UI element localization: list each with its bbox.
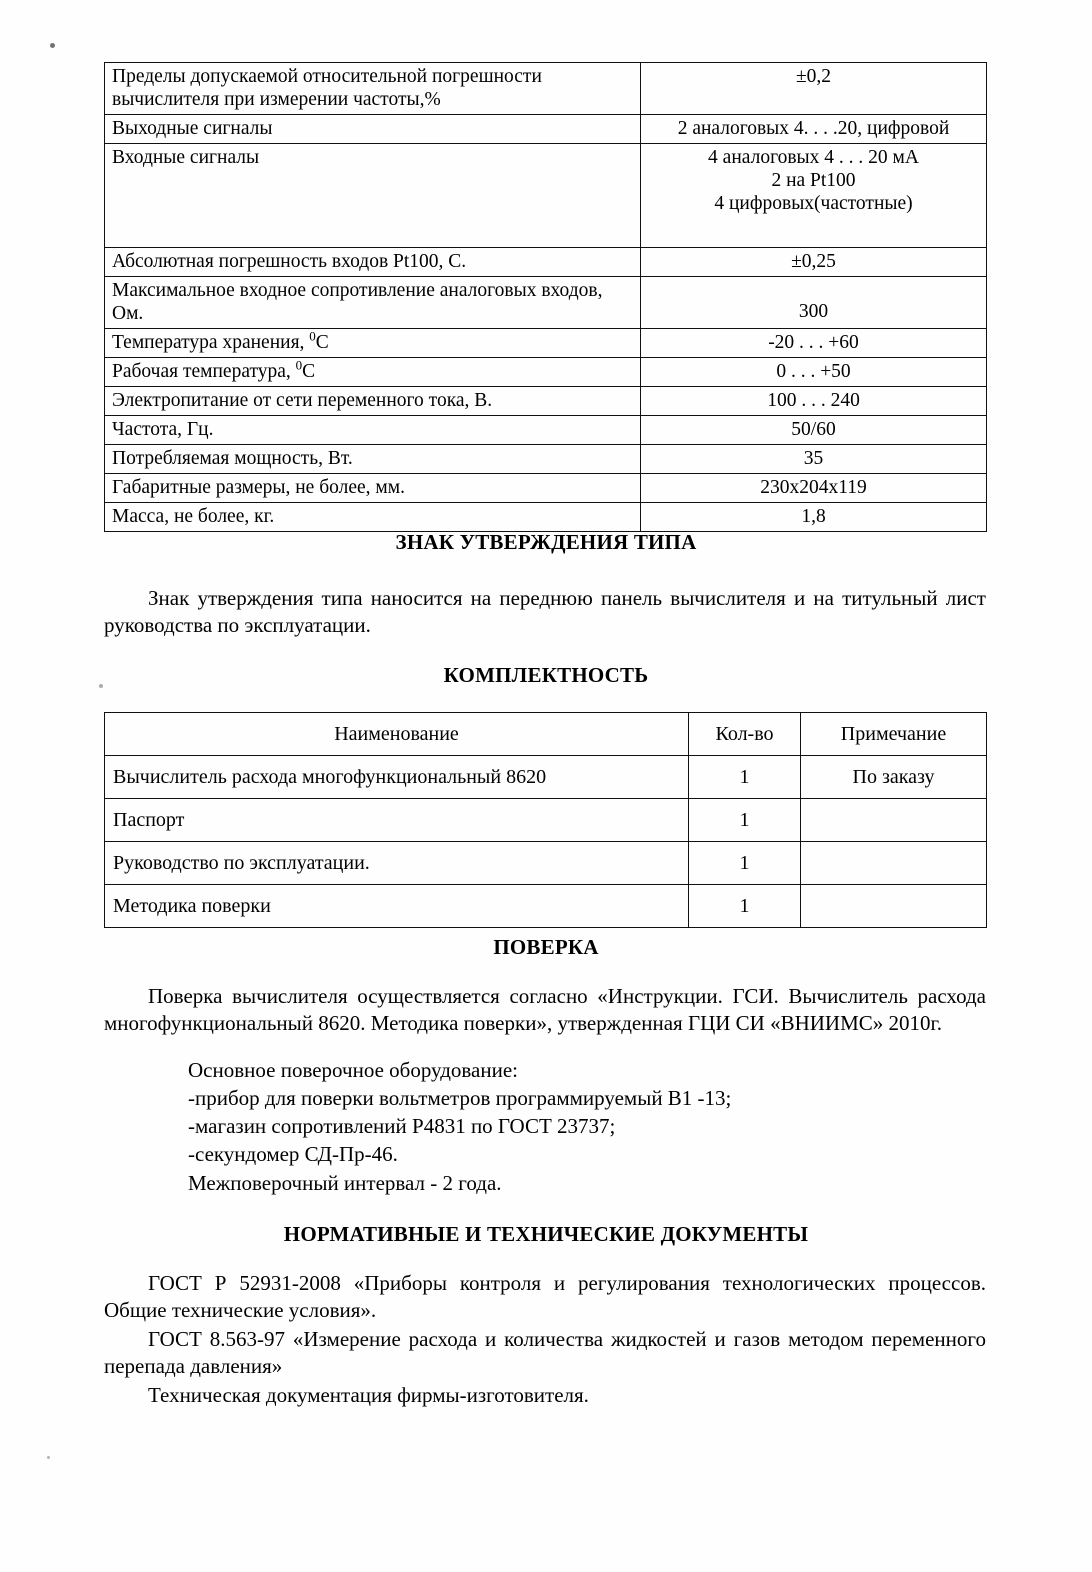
paragraph-text: Поверка вычислителя осуществляется согласно «Инструкции. ГСИ. Вычислитель расхода многофункциональный 8620. Методика поверки», утвержденная ГЦИ СИ «ВНИИМС» 2010г. (104, 984, 986, 1036)
kit-item-note (801, 842, 987, 885)
kit-item-name: Методика поверки (105, 885, 689, 928)
completeness-table (104, 712, 987, 928)
table-row (105, 248, 987, 277)
spec-value-cell: -20 . . . +60 (641, 329, 987, 358)
spec-name-cell (105, 329, 641, 358)
spec-value-cell: ±0,25 (641, 248, 987, 277)
paragraph-document-3 (104, 1382, 986, 1409)
kit-item-name: Руководство по эксплуатации. (105, 842, 689, 885)
kit-item-note (801, 799, 987, 842)
heading-normative-documents: НОРМАТИВНЫЕ И ТЕХНИЧЕСКИЕ ДОКУМЕНТЫ (283, 1222, 809, 1246)
kit-item-note: По заказу (801, 756, 987, 799)
kit-item-qty: 1 (689, 799, 801, 842)
scan-artifact-bottom-left (47, 1456, 50, 1459)
paragraph-document-2 (104, 1326, 986, 1381)
spec-value-cell: ±0,2 (641, 63, 987, 115)
kit-item-qty: 1 (689, 756, 801, 799)
spec-name-cell: Абсолютная погрешность входов Pt100, С. (105, 248, 641, 277)
spec-name-cell: Пределы допускаемой относительной погрешности вычислителя при измерении частоты,% (105, 63, 641, 115)
kit-item-name: Паспорт (105, 799, 689, 842)
spec-name-cell: Частота, Гц. (105, 416, 641, 445)
heading-verification: ПОВЕРКА (493, 935, 599, 959)
spec-name-unit: С (302, 361, 316, 382)
paragraph-text: ГОСТ 8.563-97 «Измерение расхода и количества жидкостей и газов методом переменного перепада давления» (104, 1327, 986, 1379)
spec-value-cell (641, 144, 987, 248)
technical-specifications-table (104, 62, 987, 532)
paragraph-text: Знак утверждения типа наносится на переднюю панель вычислителя и на титульный лист руководства по эксплуатации. (104, 586, 986, 638)
equipment-intro: Основное поверочное оборудование: (188, 1058, 519, 1082)
kit-item-name: Вычислитель расхода многофункциональный 8620 (105, 756, 689, 799)
spec-value-cell: 300 (641, 277, 987, 329)
equipment-item: -секундомер СД-Пр-46. (188, 1142, 398, 1167)
degree-superscript: 0 (309, 328, 316, 344)
verification-equipment-list (188, 1056, 731, 1197)
column-header-qty: Кол-во (689, 713, 801, 756)
table-row (105, 799, 987, 842)
paragraph-text: Техническая документация фирмы-изготовителя. (148, 1383, 589, 1407)
kit-item-note (801, 885, 987, 928)
column-header-note: Примечание (801, 713, 987, 756)
equipment-item: -прибор для поверки вольтметров программируемый В1 -13; (188, 1086, 732, 1111)
table-row (105, 63, 987, 115)
table-row (105, 416, 987, 445)
spec-name-cell: Входные сигналы (105, 144, 641, 248)
heading-type-mark: ЗНАК УТВЕРЖДЕНИЯ ТИПА (395, 530, 697, 554)
spec-value-cell: 50/60 (641, 416, 987, 445)
table-row (105, 358, 987, 387)
heading-completeness: КОМПЛЕКТНОСТЬ (443, 663, 649, 687)
degree-superscript: 0 (295, 357, 303, 373)
spec-name-cell: Выходные сигналы (105, 115, 641, 144)
paragraph-verification (104, 983, 986, 1038)
table-header-row (105, 713, 987, 756)
spec-name-cell: Потребляемая мощность, Вт. (105, 445, 641, 474)
spec-name-cell: Габаритные размеры, не более, мм. (105, 474, 641, 503)
spec-name-cell: Электропитание от сети переменного тока, В. (105, 387, 641, 416)
spec-value-cell: 35 (641, 445, 987, 474)
kit-item-qty: 1 (689, 885, 801, 928)
equipment-item: -магазин сопротивлений Р4831 по ГОСТ 23737; (188, 1114, 616, 1139)
spec-value-cell: 0 . . . +50 (641, 358, 987, 387)
paragraph-type-mark (104, 585, 986, 640)
scan-artifact-top-left (50, 43, 55, 48)
kit-item-qty: 1 (689, 842, 801, 885)
spec-value-line: 2 на Pt100 (771, 170, 856, 191)
spec-value-cell: 230x204x119 (641, 474, 987, 503)
table-row (105, 115, 987, 144)
table-row (105, 503, 987, 532)
paragraph-text: ГОСТ Р 52931-2008 «Приборы контроля и регулирования технологических процессов. Общие технические условия». (104, 1271, 986, 1323)
spec-name-text: Рабочая температура, (112, 361, 296, 382)
spec-name-cell: Масса, не более, кг. (105, 503, 641, 532)
table-row (105, 885, 987, 928)
column-header-name: Наименование (105, 713, 689, 756)
table-row (105, 445, 987, 474)
spec-name-unit: С (315, 332, 329, 353)
table-row (105, 329, 987, 358)
spec-value-cell: 1,8 (641, 503, 987, 532)
table-row (105, 842, 987, 885)
spec-name-cell (105, 358, 641, 387)
spec-name-cell: Максимальное входное сопротивление аналоговых входов, Ом. (105, 277, 641, 329)
spec-value-cell: 2 аналоговых 4. . . .20, цифровой (641, 115, 987, 144)
spec-value-cell: 100 . . . 240 (641, 387, 987, 416)
table-row (105, 387, 987, 416)
spec-value-line: 4 аналоговых 4 . . . 20 мА (708, 147, 919, 168)
spec-value-line: 4 цифровых(частотные) (714, 193, 913, 214)
table-row (105, 474, 987, 503)
table-row (105, 277, 987, 329)
table-row (105, 756, 987, 799)
paragraph-document-1 (104, 1270, 986, 1325)
table-row (105, 144, 987, 248)
verification-interval: Межповерочный интервал - 2 года. (188, 1170, 502, 1195)
spec-name-text: Температура хранения, (112, 332, 310, 353)
